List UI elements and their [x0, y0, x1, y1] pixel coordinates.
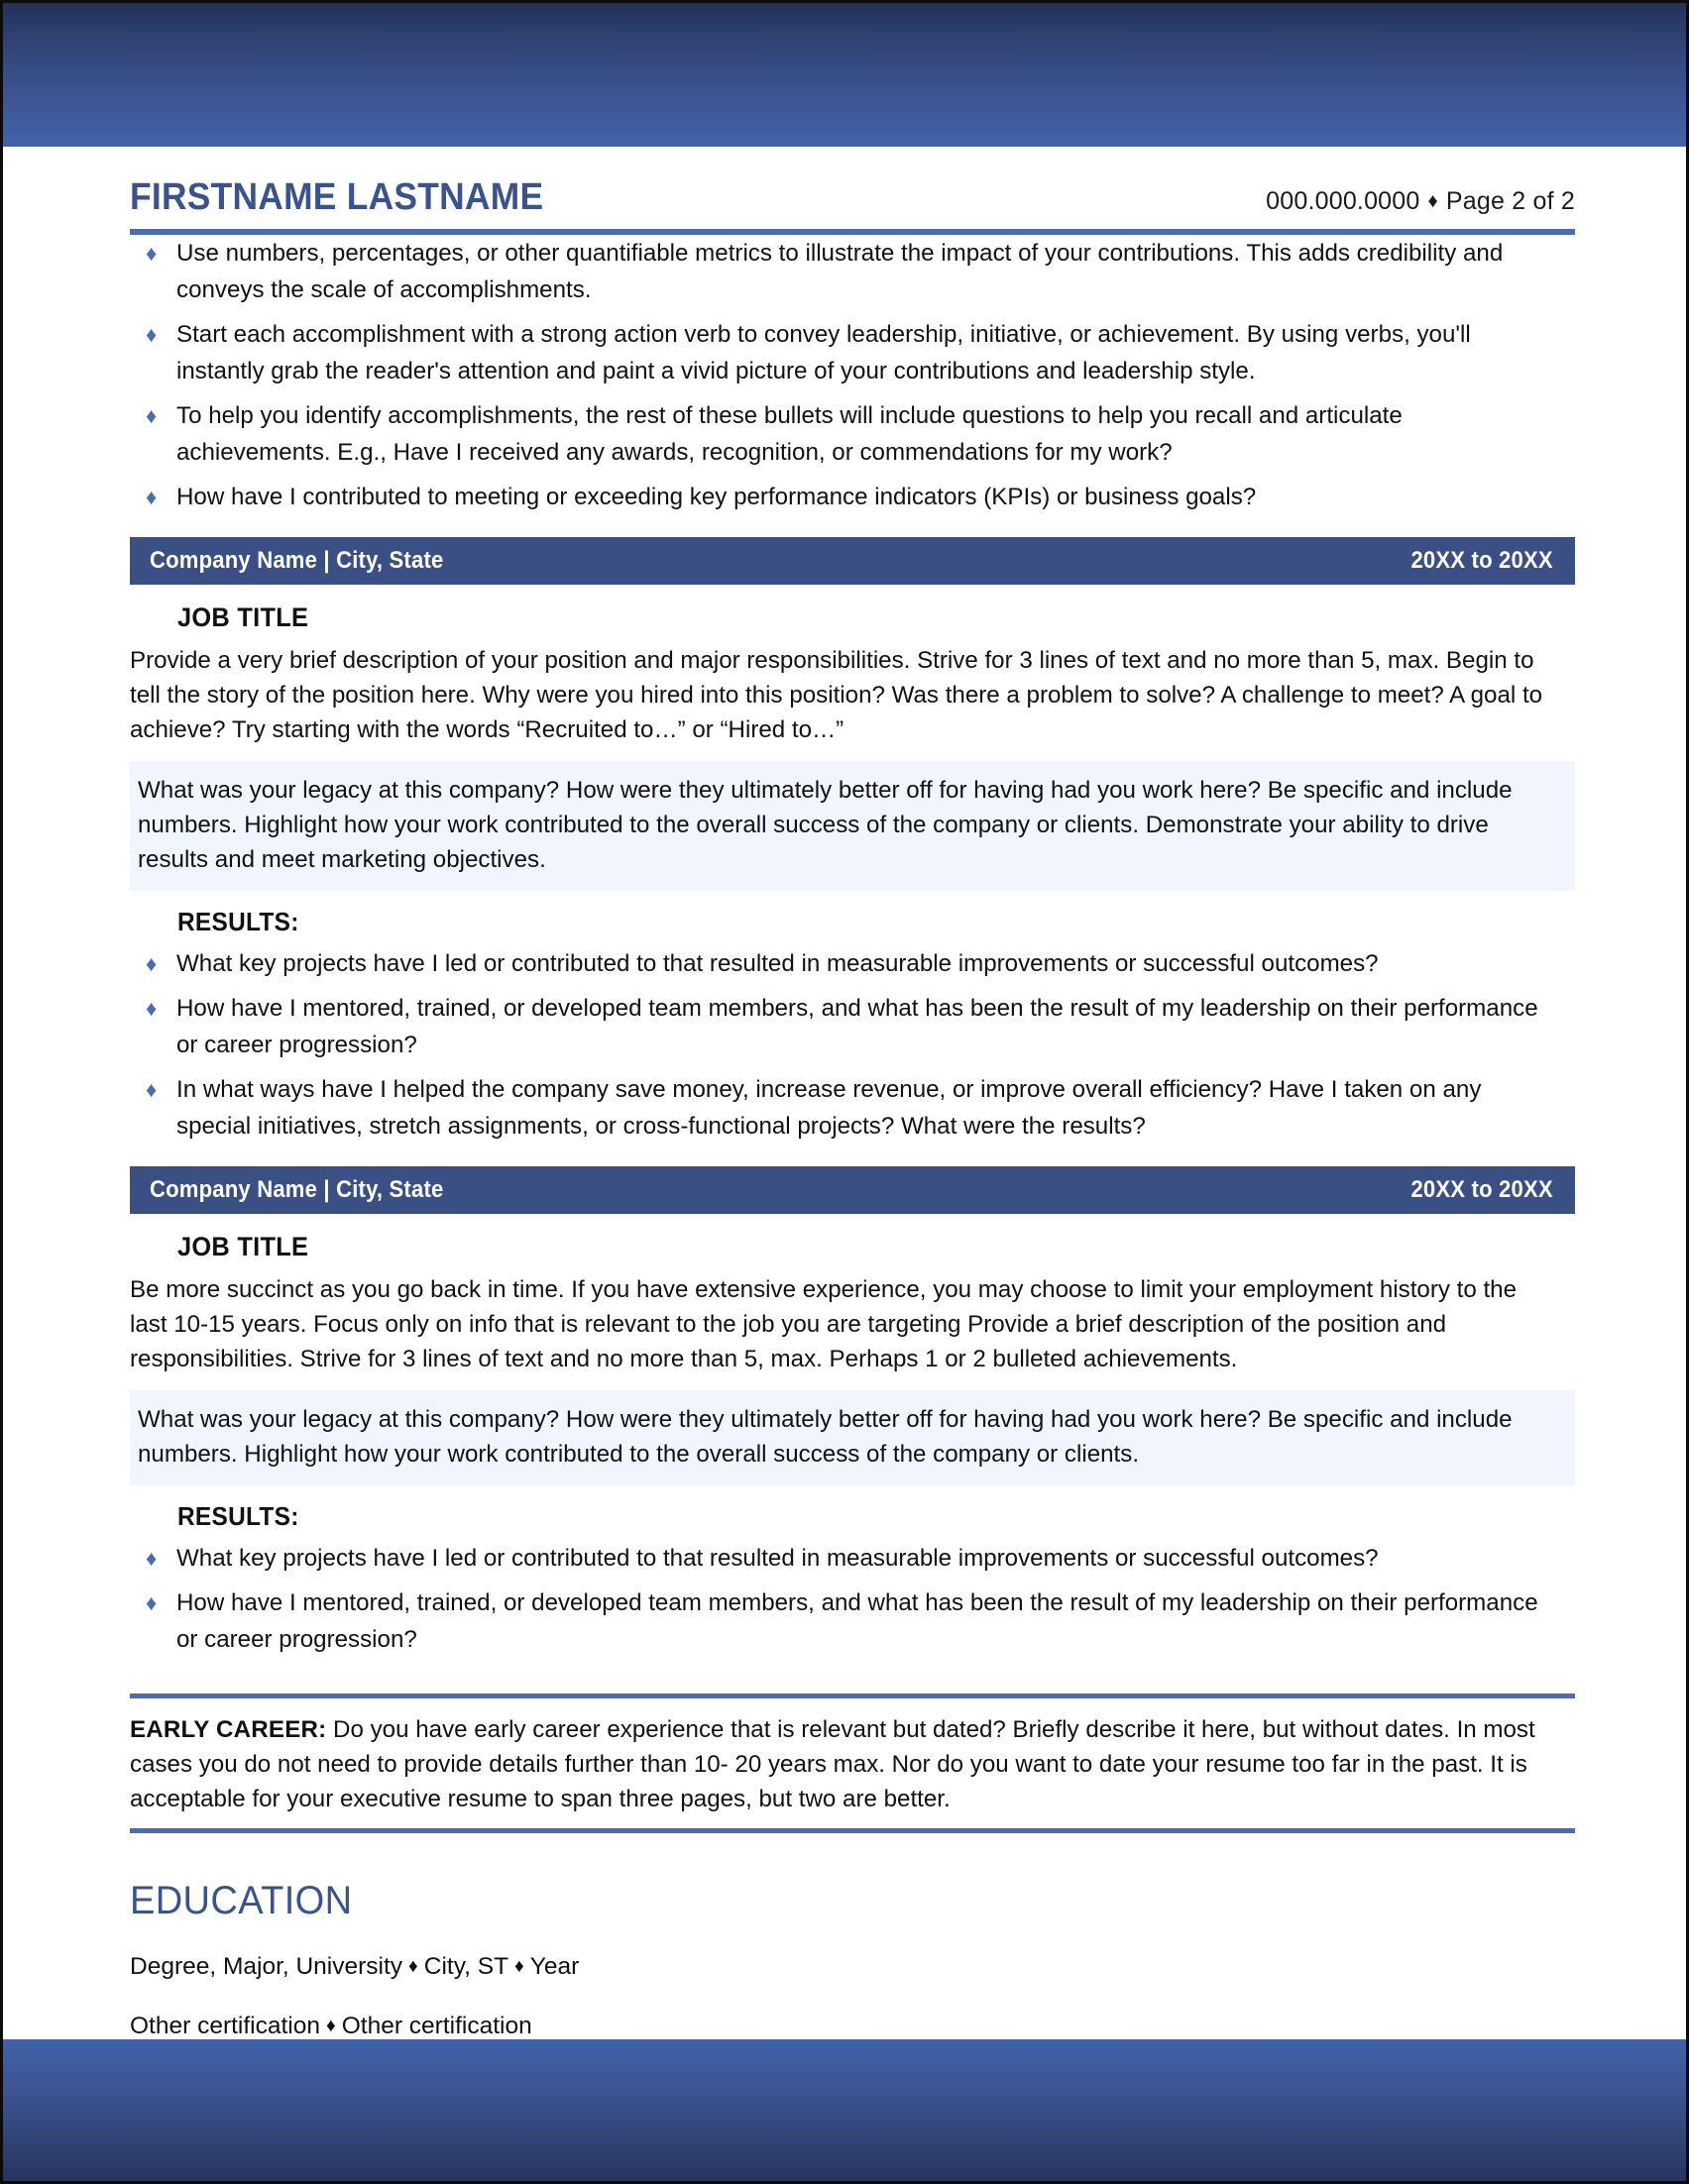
job-description-1: Provide a very brief description of your position and major responsibilities. Strive for 3 lines of text and no more than 5, max. Begin to tell the story of the position here. Why were you hired into this position? Was there a problem to solve? A challenge to meet? A goal to achieve? Try starting with the words “Recruited to…” or “Hired to…” [130, 647, 1543, 743]
legacy-text: What was your legacy at this company? How were they ultimately better off for having had you work here? Be specific and include numbers. Highlight how your work contributed to the overall success of the company or clients. Demonstrate your ability to drive results and meet marketing objectives. [138, 777, 1513, 873]
list-item-text: What key projects have I led or contributed to that resulted in measurable improvements or successful outcomes? [176, 950, 1379, 977]
list-item [130, 397, 1575, 471]
company-header-bar-1 [130, 537, 1575, 585]
list-item [130, 235, 1575, 308]
list-item [130, 316, 1575, 389]
results-bullet-list-2 [130, 1540, 1575, 1658]
page-title: FIRSTNAME LASTNAME [130, 176, 544, 218]
education-degree: Degree, Major, University [130, 1953, 403, 1980]
list-item [130, 1584, 1575, 1658]
education-year: Year [529, 1953, 580, 1980]
diamond-separator-icon: ♦ [326, 2016, 336, 2036]
diamond-bullet-icon: ♦ [146, 1590, 158, 1615]
list-item-text: Use numbers, percentages, or other quantifiable metrics to illustrate the impact of your contributions. This adds credibility and conveys the scale of accomplishments. [176, 240, 1504, 303]
diamond-bullet-icon: ♦ [146, 241, 158, 266]
phone-number: 000.000.0000 [1266, 187, 1420, 215]
page-content [3, 147, 1686, 2039]
job-title-2: JOB TITLE [177, 1232, 309, 1261]
early-career-label: EARLY CAREER: [130, 1716, 327, 1743]
diamond-bullet-icon: ♦ [146, 996, 158, 1021]
list-item-text: How have I contributed to meeting or exceeding key performance indicators (KPIs) or business goals? [176, 484, 1257, 510]
early-career-section [130, 1693, 1575, 1833]
education-heading: EDUCATION [130, 1879, 353, 1922]
list-item-text: To help you identify accomplishments, the rest of these bullets will include questions to help you recall and articulate achievements. E.g., Have I received any awards, recognition, or commendations for my work? [176, 402, 1403, 466]
top-bullet-list [130, 235, 1575, 515]
diamond-bullet-icon: ♦ [146, 1546, 158, 1571]
list-item-text: Start each accomplishment with a strong action verb to convey leadership, initiative, or achievement. By using verbs, you'll instantly grab the reader's attention and paint a vivid picture of your contributions and leadership style. [176, 321, 1471, 384]
results-heading-1: RESULTS: [177, 907, 299, 936]
list-item-text: How have I mentored, trained, or developed team members, and what has been the result of my leadership on their performance or career progression? [176, 1589, 1538, 1653]
page-indicator: Page 2 of 2 [1445, 187, 1575, 215]
list-item [130, 479, 1575, 515]
list-item-text: In what ways have I helped the company save money, increase revenue, or improve overall efficiency? Have I taken on any special initiatives, stretch assignments, or cross-functional projects? What were the results? [176, 1076, 1482, 1140]
header-contact-info [1266, 187, 1575, 216]
certification-1: Other certification [130, 2013, 320, 2039]
certification-2: Other certification [341, 2013, 532, 2039]
diamond-separator-icon: ♦ [514, 1956, 524, 1977]
legacy-highlight-block-2 [130, 1390, 1575, 1485]
list-item-text: What key projects have I led or contributed to that resulted in measurable improvements or successful outcomes? [176, 1545, 1379, 1572]
legacy-text: What was your legacy at this company? How were they ultimately better off for having had you work here? Be specific and include numbers. Highlight how your work contributed to the overall success of the company or clients. [138, 1406, 1513, 1468]
early-career-text: Do you have early career experience that is relevant but dated? Briefly describe it here, but without dates. In most cases you do not need to provide details further than 10- 20 years max. Nor do you want to date your resume too far in the past. It is acceptable for your executive resume to span three pages, but two are better. [130, 1716, 1535, 1812]
list-item [130, 1540, 1575, 1577]
diamond-bullet-icon: ♦ [146, 1077, 158, 1102]
list-item-text: How have I mentored, trained, or developed team members, and what has been the result of my leadership on their performance or career progression? [176, 995, 1538, 1058]
company-name-location: Company Name | City, State [150, 547, 444, 574]
diamond-separator-icon: ♦ [408, 1956, 418, 1977]
diamond-separator-icon: ♦ [1427, 190, 1438, 212]
legacy-highlight-block-1 [130, 761, 1575, 891]
education-degree-line [130, 1949, 1575, 1987]
diamond-bullet-icon: ♦ [146, 403, 158, 428]
job-title-1: JOB TITLE [177, 602, 309, 632]
bottom-decorative-band [3, 2039, 1686, 2181]
employment-dates: 20XX to 20XX [1410, 547, 1553, 574]
diamond-bullet-icon: ♦ [146, 951, 158, 976]
education-location: City, ST [423, 1953, 509, 1980]
list-item [130, 1071, 1575, 1145]
diamond-bullet-icon: ♦ [146, 485, 158, 509]
diamond-bullet-icon: ♦ [146, 322, 158, 347]
job-description-2: Be more succinct as you go back in time. If you have extensive experience, you may choose to limit your employment history to the last 10-15 years. Focus only on info that is relevant to the job you are targeting Provide a brief description of the position and responsibilities. Strive for 3 lines of text and no more than 5, max. Perhaps 1 or 2 bulleted achievements. [130, 1276, 1518, 1372]
company-header-bar-2 [130, 1166, 1575, 1214]
document-masthead [130, 147, 1575, 219]
employment-dates: 20XX to 20XX [1410, 1176, 1553, 1203]
list-item [130, 990, 1575, 1063]
results-heading-2: RESULTS: [177, 1501, 299, 1531]
company-name-location: Company Name | City, State [150, 1176, 444, 1203]
list-item [130, 945, 1575, 982]
early-career-bottom-divider [130, 1828, 1575, 1833]
results-bullet-list-1 [130, 945, 1575, 1145]
top-decorative-band [3, 3, 1686, 147]
early-career-body [130, 1698, 1553, 1828]
